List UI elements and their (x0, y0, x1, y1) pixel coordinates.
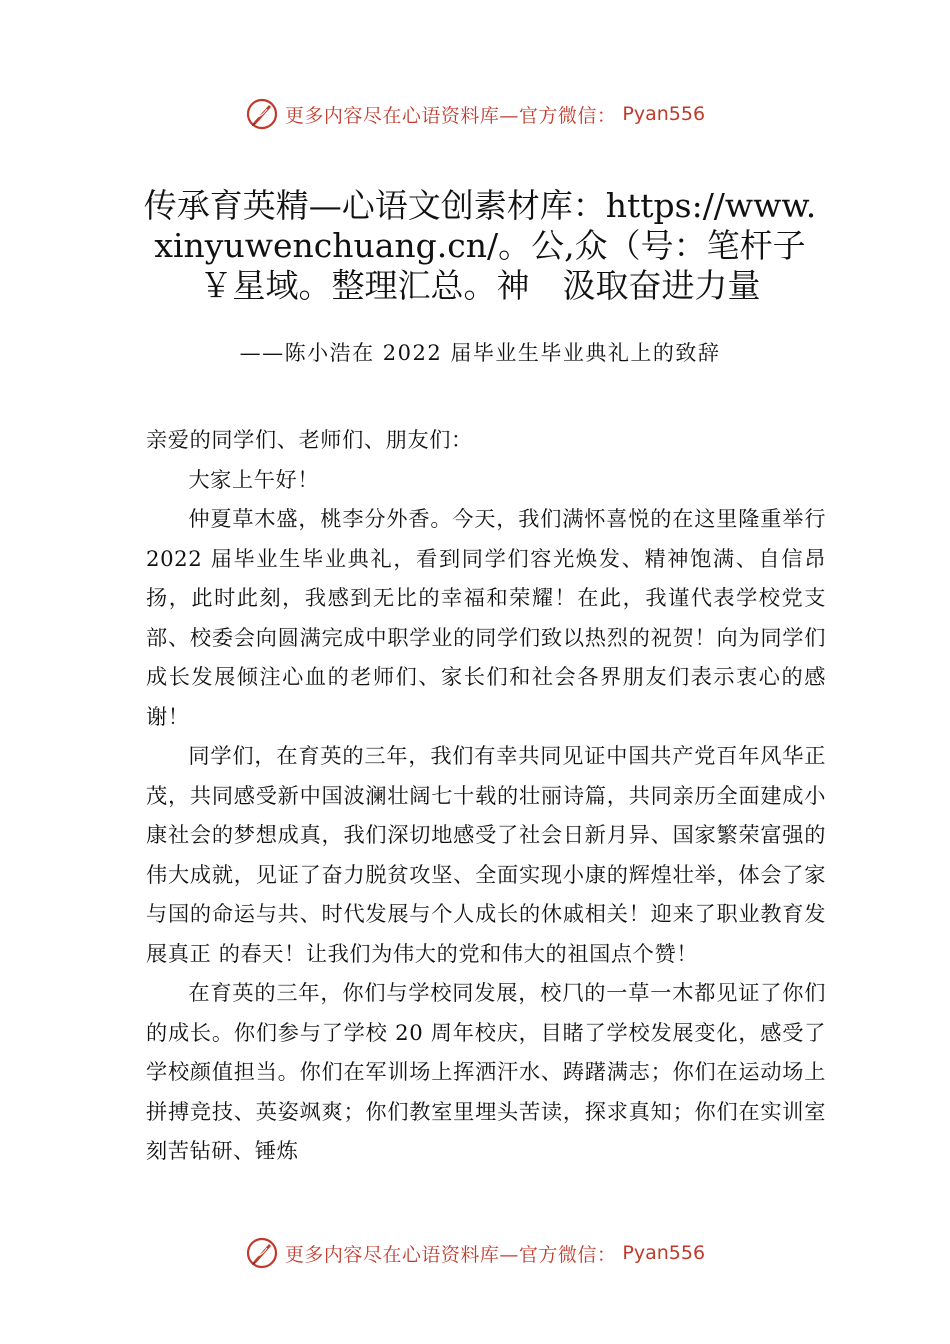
salutation: 亲爱的同学们、老师们、朋友们： (146, 427, 473, 452)
quill-logo-icon (245, 97, 279, 131)
footer-banner (0, 1233, 950, 1273)
quill-logo-icon (245, 1236, 279, 1270)
document-subtitle: ——陈小浩在 2022 届毕业生毕业典礼上的致辞 (239, 341, 721, 365)
document-body (146, 420, 826, 1171)
body-paragraph: 在育英的三年，你们与学校同发展，校⺇的一草一木都见证了你们的成长。你们参与了学校 20 周年校庆，目睹了学校发展变化，感受了学校颜值担当。你们在军训场上挥洒汗水、踌躇满志；你们在运动场上拼搏竞技、英姿飒爽；你们教室里埋头苦读，探求真知；你们在实训室刻苦钻研、锤炼 (146, 980, 826, 1163)
banner-wechat-id: Pyan556 (622, 1242, 706, 1264)
header-banner (0, 94, 950, 134)
body-paragraph: 同学们，在育英的三年，我们有幸共同见证中国共产党百年风华正茂，共同感受新中国波澜壮阔七十载的壮丽诗篇，共同亲历全面建成小康社会的梦想成真，我们深切地感受了社会日新月异、国家繁荣富强的伟大成就，见证了奋力脱贫攻坚、全面实现小康的辉煌壮举，体会了家与国的命运与共、时代发展与个人成长的休戚相关！迎来了职业教育发展真正 的春天！让我们为伟大的党和伟大的祖国点个赞！ (146, 743, 826, 966)
body-paragraph: 仲夏草木盛，桃李分外香。今天，我们满怀喜悦的在这里隆重举行 2022 届毕业生毕业典礼，看到同学们容光焕发、精神饱满、自信昂扬，此时此刻，我感到无比的幸福和荣耀！在此，我谨代表学校党支部、校委会向圆满完成中职学业的同学们致以热烈的祝贺！向为同学们成长发展倾注心血的老师们、家长们和社会各界朋友们表示衷心的感谢！ (146, 506, 826, 729)
banner-text: 更多内容尽在心语资料库—官方微信： (284, 104, 617, 127)
banner-text: 更多内容尽在心语资料库—官方微信： (284, 1243, 617, 1266)
greeting: 大家上午好！ (188, 466, 320, 492)
document-title: 传承育英精—心语文创素材库：https://www.xinyuwenchuang.cn/。公,众（号：笔杆子￥星域。整理汇总。神 汲取奋进力量 (143, 186, 817, 305)
banner-wechat-id: Pyan556 (622, 103, 706, 125)
